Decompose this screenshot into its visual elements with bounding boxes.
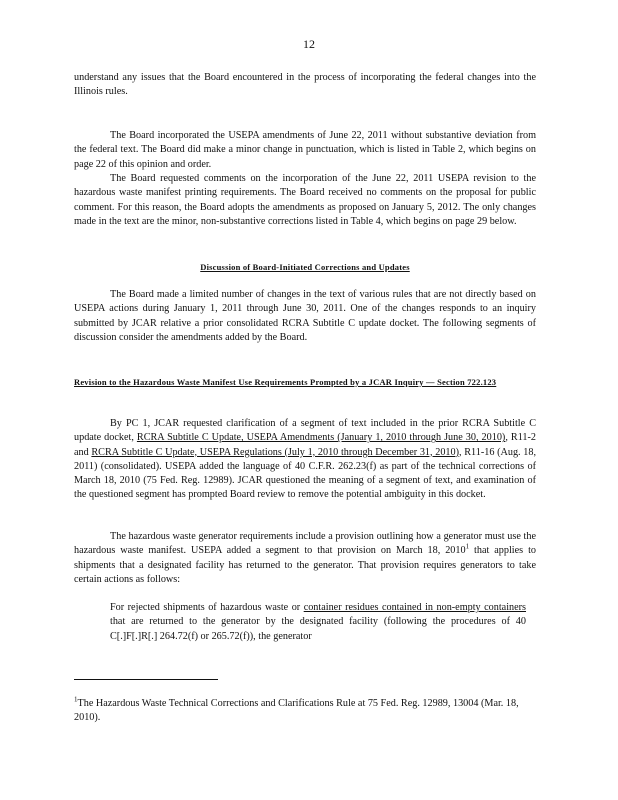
p5-text-c: , R11-2 and <box>74 432 536 458</box>
footnote-reference: 1 <box>465 542 470 551</box>
quote-text-a: For rejected shipments of hazardous waste or <box>110 602 304 613</box>
block-quote <box>110 601 526 644</box>
paragraph-board-changes: The Board made a limited number of changes in the text of various rules that are not directly based on USEPA actions during January 1, 2011 through June 30, 2011. One of the changes responds to an inquiry submitted by JCAR relative a prior consolidated RCRA Subtitle C update docket. The following segments of discussion consider the amendments added by the Board. <box>74 289 536 343</box>
footnote-text: The Hazardous Waste Technical Corrections and Clarifications Rule at 75 Fed. Reg. 12989, 13004 (Mar. 18, 2010). <box>74 698 519 724</box>
p5-text-e: , R11-16 (Aug. 18, 2011) (consolidated). USEPA added the language of 40 C.F.R. 262.23(f) as part of the technical corrections of March 18, 2010 (75 Fed. Reg. 12989). JCAR questioned the meaning of a segment of text, and examination of the questioned segment has prompted Board review to remove the potential ambiguity in this docket. <box>74 446 536 501</box>
p5-text-a: By PC 1, JCAR requested clarification of a segment of text included in the prior RCRA Subtitle C update docket, <box>74 418 536 444</box>
citation-r11-16: RCRA Subtitle C Update, USEPA Regulations (July 1, 2010 through December 31, 2010) <box>91 446 460 458</box>
citation-r11-2: RCRA Subtitle C Update, USEPA Amendments (January 1, 2010 through June 30, 2010) <box>136 432 506 444</box>
subsection-heading <box>74 376 514 389</box>
subsection-heading-text: Revision to the Hazardous Waste Manifest Use Requirements Prompted by a JCAR Inquiry — Section 722.123 <box>74 377 497 387</box>
footnote-divider <box>74 679 218 680</box>
quote-text-c: that are returned to the generator by the designated facility (following the procedures of 40 C[.]F[.]R[.] 264.72(f) or 265.72(f)), the generator <box>110 616 526 642</box>
section-heading: Discussion of Board-Initiated Corrections and Updates <box>200 262 410 272</box>
p6-text-b: that applies to shipments that a designated facility has returned to the generator. That provision requires generators to take certain actions as follows: <box>74 545 536 585</box>
paragraph-incorporation: The Board incorporated the USEPA amendments of June 22, 2011 without substantive deviation from the federal text. The Board did make a minor change in punctuation, which is listed in Table 2, which begins on page 22 of this opinion and order. <box>74 130 536 170</box>
footnote <box>74 697 524 726</box>
paragraph-generator-requirements <box>74 530 536 587</box>
quote-underlined-phrase: container residues contained in non-empty containers <box>303 602 527 613</box>
p6-text-a: The hazardous waste generator requirements include a provision outlining how a generator must use the hazardous waste manifest. USEPA added a segment to that provision on March 18, 2010 <box>74 531 536 557</box>
page-number: 12 <box>303 37 315 51</box>
paragraph-jcar-request <box>74 417 536 503</box>
paragraph-continuation: understand any issues that the Board encountered in the process of incorporating the federal changes into the Illinois rules. <box>74 72 536 98</box>
footnote-marker: 1 <box>74 695 78 704</box>
paragraph-comments: The Board requested comments on the incorporation of the June 22, 2011 USEPA revision to the hazardous waste manifest printing requirements. The Board received no comments on the proposal for public comment. For this reason, the Board adopts the amendments as proposed on January 5, 2012. The only changes made in the text are the minor, non-substantive corrections listed in Table 4, which begins on page 29 below. <box>74 173 536 227</box>
